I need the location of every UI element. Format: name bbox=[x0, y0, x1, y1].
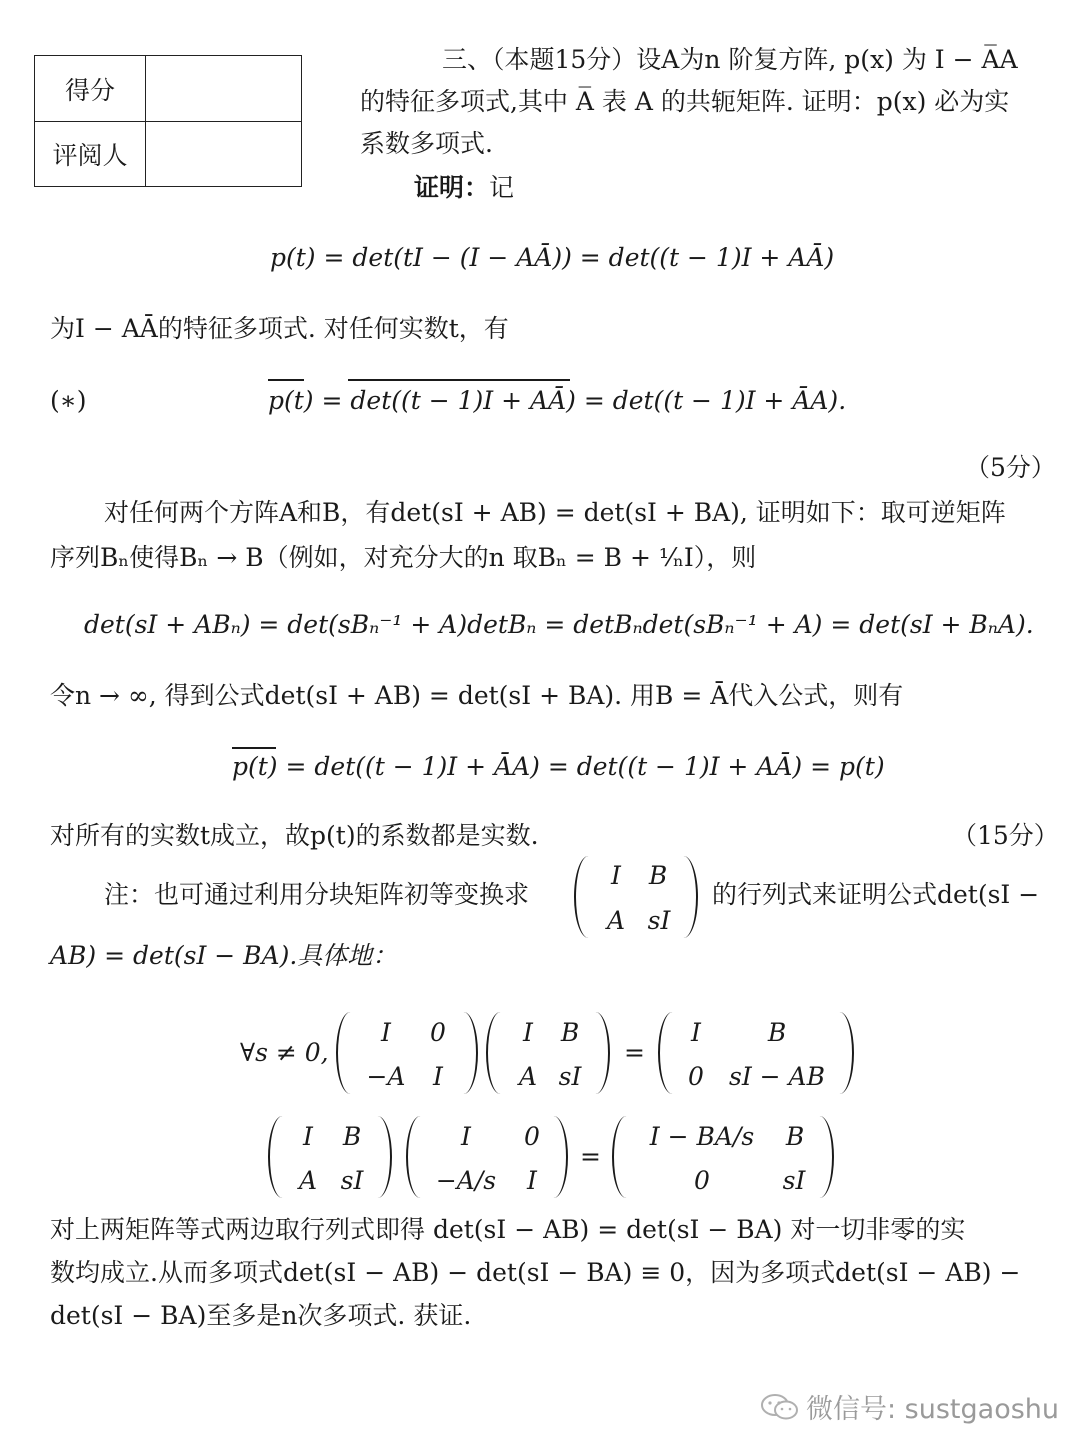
matrix-cell: 0 bbox=[694, 1166, 710, 1195]
paragraph-3: 令n → ∞, 得到公式det(sI + AB) = det(sI + BA). 用B = Ā代入公式，则有 bbox=[50, 681, 904, 710]
matrix-3 bbox=[658, 1012, 854, 1094]
matrix-cell: sI bbox=[558, 1062, 582, 1091]
matrix-6 bbox=[612, 1116, 834, 1198]
final-line-2: 数均成立.从而多项式det(sI − AB) − det(sI − BA) ≡ 0，因为多项式det(sI − AB) − bbox=[50, 1258, 1021, 1287]
proof-heading bbox=[414, 175, 514, 200]
matrix-cell: I bbox=[523, 1018, 533, 1047]
final-line-3: det(sI − BA)至多是n次多项式. 获证. bbox=[50, 1301, 472, 1330]
paragraph-2-line-2: 序列Bₙ使得Bₙ → B（例如，对充分大的n 取Bₙ = B + ¹⁄ₙI），则 bbox=[50, 543, 757, 572]
left-paren bbox=[268, 1116, 292, 1198]
equation-5-prefix: ∀s ≠ 0, bbox=[240, 1038, 329, 1067]
matrix-cell: B bbox=[648, 861, 668, 890]
equation-4: p(t) = det((t − 1)I + ĀA) = det((t − 1)I + AĀ) = p(t) bbox=[232, 752, 885, 781]
char-poly-line: 为I − AĀ的特征多项式. 对任何实数t，有 bbox=[50, 314, 509, 343]
matrix-cell: 0 bbox=[430, 1018, 446, 1047]
score-label: 得分 bbox=[35, 56, 146, 121]
score-5: （5分） bbox=[965, 453, 1056, 482]
matrix-cell: −A/s bbox=[435, 1166, 497, 1195]
matrix-cell: −A bbox=[366, 1062, 406, 1091]
matrix-cell: I bbox=[433, 1062, 443, 1091]
left-paren bbox=[406, 1116, 430, 1198]
equation-3: det(sI + ABₙ) = det(sBₙ⁻¹ + A)detBₙ = detBₙdet(sBₙ⁻¹ + A) = det(sI + BₙA). bbox=[84, 610, 1034, 639]
note-line-2: AB) = det(sI − BA).具体地： bbox=[50, 941, 398, 970]
matrix-2 bbox=[486, 1012, 610, 1094]
equals-sign: = bbox=[580, 1142, 601, 1171]
equation-1: p(t) = det(tI − (I − AĀ)) = det((t − 1)I + AĀ) bbox=[270, 243, 835, 272]
score-15: （15分） bbox=[952, 821, 1059, 850]
matrix-cell: B bbox=[560, 1018, 580, 1047]
matrix-cell: I bbox=[461, 1122, 471, 1151]
note-suffix: 的行列式来证明公式det(sI − bbox=[712, 880, 1040, 909]
problem-line-1: 三、（本题15分）设A为n 阶复方阵, p(x) 为 I − A̅A bbox=[442, 45, 1018, 74]
equation-2: p(t) = det((t − 1)I + AĀ) = det((t − 1)I + ĀA). bbox=[268, 386, 847, 415]
matrix-cell: sI bbox=[647, 906, 671, 935]
wechat-icon bbox=[760, 1392, 800, 1422]
conjugate-bar bbox=[232, 747, 276, 749]
paragraph-2-line-1: 对任何两个方阵A和B，有det(sI + AB) = det(sI + BA), 证明如下：取可逆矩阵 bbox=[104, 498, 1006, 527]
proof-intro: 记 bbox=[489, 173, 515, 202]
conjugate-bar bbox=[348, 379, 570, 381]
matrix-cell: sI bbox=[340, 1166, 364, 1195]
note-prefix: 注：也可通过利用分块矩阵初等变换求 bbox=[104, 880, 530, 909]
left-paren bbox=[658, 1012, 682, 1094]
grader-label: 评阅人 bbox=[35, 121, 146, 186]
matrix-cell: I bbox=[303, 1122, 313, 1151]
paragraph-4: 对所有的实数t成立，故p(t)的系数都是实数. bbox=[50, 821, 539, 850]
left-paren bbox=[612, 1116, 636, 1198]
equation-tag: (∗) bbox=[50, 386, 87, 415]
matrix-cell: I bbox=[691, 1018, 701, 1047]
matrix-cell: sI − AB bbox=[729, 1062, 825, 1091]
left-paren bbox=[574, 856, 598, 938]
matrix-cell: 0 bbox=[524, 1122, 540, 1151]
matrix-cell: 0 bbox=[688, 1062, 704, 1091]
block-matrix bbox=[574, 856, 698, 938]
left-paren bbox=[486, 1012, 510, 1094]
left-paren bbox=[336, 1012, 360, 1094]
matrix-1 bbox=[336, 1012, 478, 1094]
matrix-cell: A bbox=[518, 1062, 538, 1091]
matrix-4 bbox=[268, 1116, 392, 1198]
matrix-cell: I bbox=[527, 1166, 537, 1195]
matrix-cell: I bbox=[611, 861, 621, 890]
equals-sign: = bbox=[624, 1038, 645, 1067]
matrix-cell: B bbox=[785, 1122, 805, 1151]
score-cell[interactable] bbox=[145, 56, 301, 121]
conjugate-bar bbox=[268, 379, 304, 381]
matrix-cell: A bbox=[606, 906, 626, 935]
grader-row bbox=[35, 121, 301, 186]
matrix-cell: sI bbox=[782, 1166, 806, 1195]
matrix-5 bbox=[406, 1116, 568, 1198]
score-row bbox=[35, 56, 301, 122]
final-line-1: 对上两矩阵等式两边取行列式即得 det(sI − AB) = det(sI − BA) 对一切非零的实 bbox=[50, 1215, 966, 1244]
proof-label: 证明： bbox=[414, 173, 490, 202]
matrix-cell: B bbox=[767, 1018, 787, 1047]
matrix-cell: I bbox=[381, 1018, 391, 1047]
watermark-text: 微信号: sustgaoshu bbox=[806, 1394, 1060, 1425]
score-table bbox=[34, 55, 302, 187]
problem-line-3: 系数多项式. bbox=[360, 129, 493, 158]
matrix-cell: B bbox=[342, 1122, 362, 1151]
problem-line-2: 的特征多项式,其中 A̅ 表 A 的共轭矩阵. 证明：p(x) 必为实 bbox=[360, 87, 1010, 116]
matrix-cell: I − BA/s bbox=[649, 1122, 755, 1151]
grader-cell[interactable] bbox=[145, 121, 301, 186]
matrix-cell: A bbox=[298, 1166, 318, 1195]
